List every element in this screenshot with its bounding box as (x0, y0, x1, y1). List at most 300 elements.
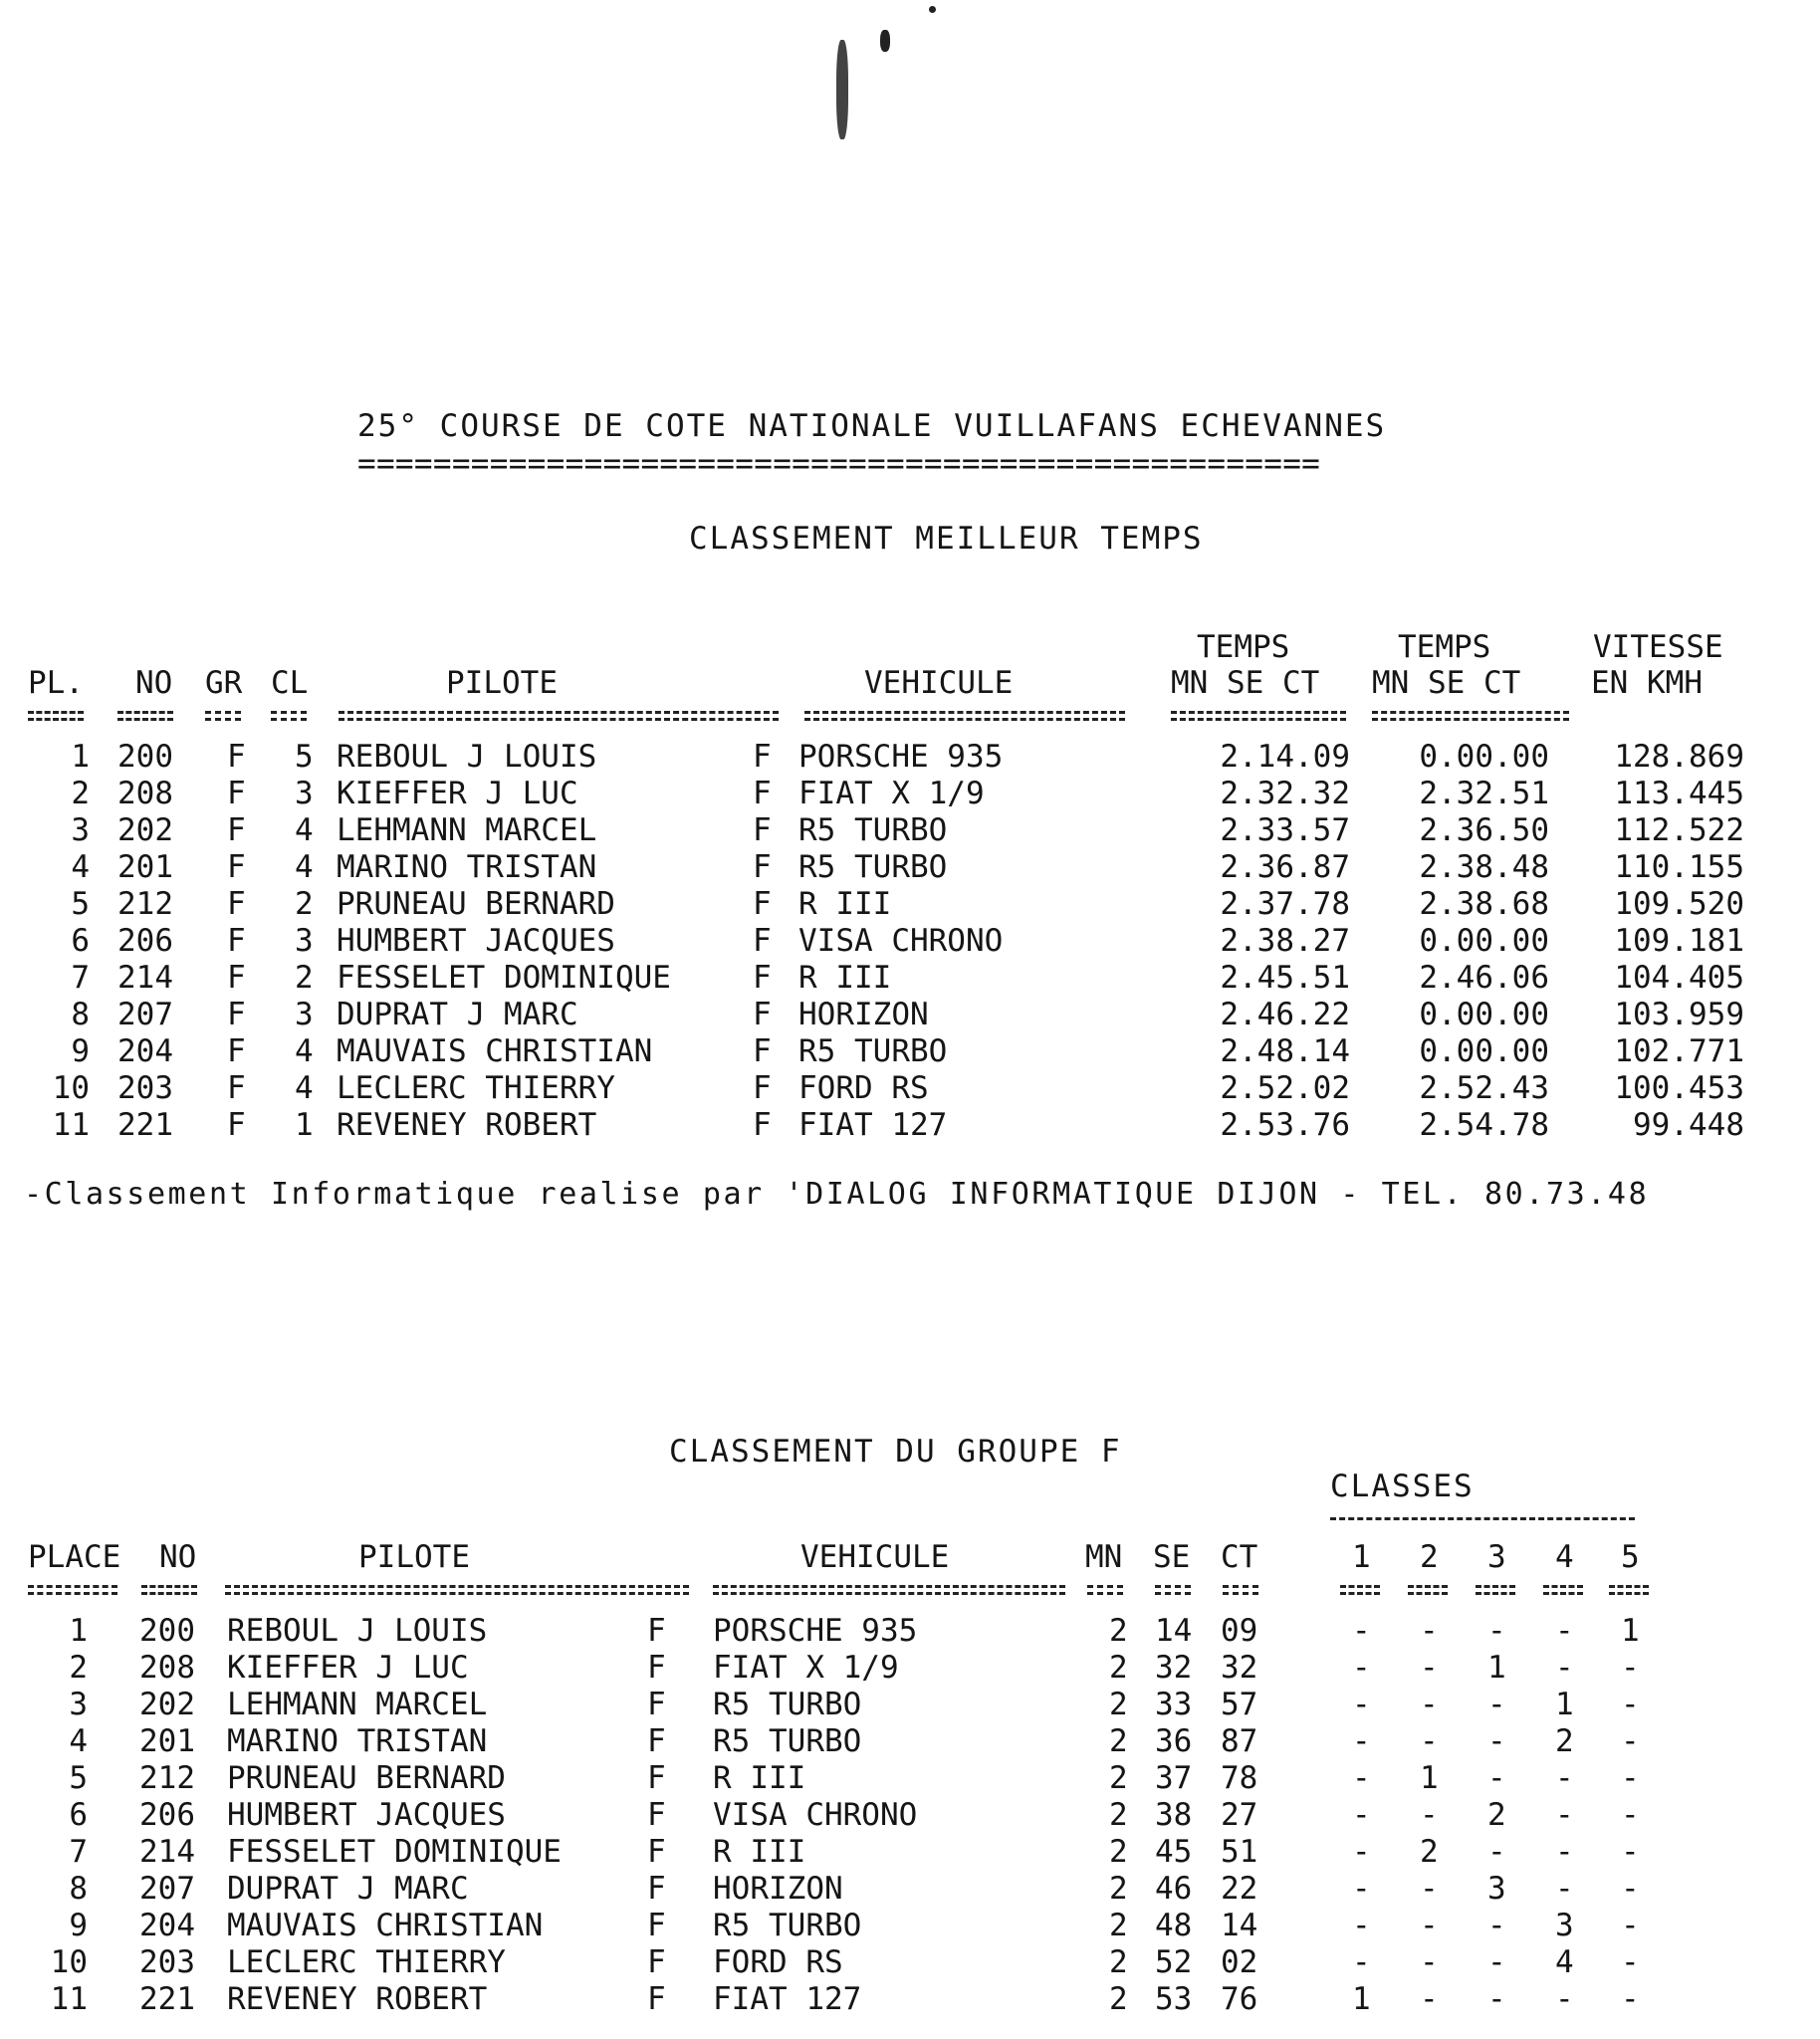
cell-speed: 100.453 (1614, 1070, 1744, 1106)
cell-se: 37 (1155, 1760, 1193, 1796)
cell-flag: F (753, 1070, 772, 1106)
cell-group: F (227, 886, 246, 922)
cell-class-2: - (1420, 1944, 1439, 1980)
cell-class-3: - (1487, 1834, 1506, 1870)
cell-number: 200 (117, 739, 173, 775)
underline-no (141, 1585, 197, 1595)
cell-vehicule: HORIZON (713, 1871, 843, 1907)
cell-second-time: 2.54.78 (1419, 1107, 1549, 1143)
cell-pilote: MARINO TRISTAN (227, 1723, 488, 1759)
col-header-gr: GR (205, 665, 243, 701)
cell-flag: F (647, 1908, 666, 1943)
cell-number: 204 (117, 1033, 173, 1069)
cell-class-1: - (1352, 1650, 1371, 1686)
cell-second-time: 0.00.00 (1419, 739, 1549, 775)
col-header-pilote: PILOTE (358, 1539, 470, 1575)
cell-vehicule: R5 TURBO (798, 812, 948, 848)
col-header-class-1: 1 (1352, 1539, 1371, 1575)
cell-speed: 110.155 (1614, 849, 1744, 885)
cell-flag: F (647, 1650, 666, 1686)
cell-class-4: - (1555, 1797, 1574, 1833)
cell-class-4: 4 (1555, 1944, 1574, 1980)
cell-class: 3 (295, 997, 314, 1032)
cell-se: 32 (1155, 1650, 1193, 1686)
underline-class-4 (1543, 1585, 1583, 1595)
cell-pilote: MAUVAIS CHRISTIAN (337, 1033, 653, 1069)
cell-flag: F (647, 1797, 666, 1833)
cell-class-5: 1 (1621, 1613, 1640, 1649)
cell-number: 207 (117, 997, 173, 1032)
cell-pilote: REVENEY ROBERT (227, 1981, 488, 2017)
cell-flag: F (647, 1944, 666, 1980)
cell-mn: 2 (1109, 1650, 1128, 1686)
cell-place: 2 (69, 1650, 88, 1686)
cell-flag: F (647, 1760, 666, 1796)
cell-vehicule: VISA CHRONO (798, 923, 1004, 959)
cell-place: 11 (50, 1981, 88, 2017)
cell-class: 4 (295, 812, 314, 848)
col-header-pl: PL. (28, 665, 84, 701)
cell-place: 3 (71, 812, 90, 848)
cell-flag: F (647, 1613, 666, 1649)
cell-number: 200 (139, 1613, 195, 1649)
cell-se: 33 (1155, 1687, 1193, 1722)
cell-pilote: LEHMANN MARCEL (227, 1687, 488, 1722)
cell-class-3: - (1487, 1981, 1506, 2017)
cell-class-3: - (1487, 1944, 1506, 1980)
cell-place: 7 (69, 1834, 88, 1870)
underline-pilote (339, 711, 779, 721)
cell-number: 204 (139, 1908, 195, 1943)
cell-place: 8 (69, 1871, 88, 1907)
cell-best-time: 2.37.78 (1220, 886, 1350, 922)
cell-number: 221 (139, 1981, 195, 2017)
col-header-temps1: MN SE CT (1171, 665, 1320, 701)
cell-vehicule: R III (713, 1760, 806, 1796)
cell-number: 212 (117, 886, 173, 922)
classes-label: CLASSES (1330, 1469, 1475, 1504)
cell-class-5: - (1621, 1908, 1640, 1943)
underline-vehicule (804, 711, 1125, 721)
col-header-no: NO (135, 665, 173, 701)
col-header-cl: CL (271, 665, 309, 701)
col-header-ct: CT (1221, 1539, 1258, 1575)
col-header-temps2: MN SE CT (1372, 665, 1521, 701)
cell-place: 6 (71, 923, 90, 959)
cell-vehicule: R5 TURBO (798, 1033, 948, 1069)
cell-speed: 128.869 (1614, 739, 1744, 775)
underline-ct (1223, 1585, 1258, 1595)
cell-place: 1 (71, 739, 90, 775)
cell-class-3: 1 (1487, 1650, 1506, 1686)
cell-flag: F (647, 1981, 666, 2017)
cell-mn: 2 (1109, 1834, 1128, 1870)
cell-ct: 76 (1221, 1981, 1258, 2017)
cell-ct: 14 (1221, 1908, 1258, 1943)
cell-best-time: 2.33.57 (1220, 812, 1350, 848)
cell-class-5: - (1621, 1834, 1640, 1870)
underline-place (28, 1585, 117, 1595)
cell-class-3: - (1487, 1908, 1506, 1943)
cell-place: 4 (71, 849, 90, 885)
cell-place: 5 (71, 886, 90, 922)
cell-group: F (227, 960, 246, 996)
cell-flag: F (647, 1687, 666, 1722)
cell-ct: 09 (1221, 1613, 1258, 1649)
cell-pilote: FESSELET DOMINIQUE (227, 1834, 562, 1870)
col-header-mn: MN (1085, 1539, 1123, 1575)
cell-speed: 104.405 (1614, 960, 1744, 996)
underline-temps2 (1372, 711, 1569, 721)
cell-class: 2 (295, 886, 314, 922)
cell-place: 2 (71, 776, 90, 811)
cell-pilote: LEHMANN MARCEL (337, 812, 597, 848)
underline-cl (271, 711, 307, 721)
cell-class-3: 2 (1487, 1797, 1506, 1833)
cell-group: F (227, 1033, 246, 1069)
underline-mn (1087, 1585, 1123, 1595)
cell-group: F (227, 776, 246, 811)
cell-best-time: 2.38.27 (1220, 923, 1350, 959)
cell-vehicule: R5 TURBO (713, 1687, 862, 1722)
cell-place: 4 (69, 1723, 88, 1759)
cell-group: F (227, 849, 246, 885)
cell-place: 9 (71, 1033, 90, 1069)
underline-class-2 (1408, 1585, 1448, 1595)
cell-number: 214 (117, 960, 173, 996)
cell-number: 201 (117, 849, 173, 885)
cell-vehicule: R III (798, 960, 892, 996)
cell-pilote: REVENEY ROBERT (337, 1107, 597, 1143)
cell-class: 4 (295, 1033, 314, 1069)
cell-flag: F (753, 1033, 772, 1069)
cell-flag: F (753, 960, 772, 996)
cell-class-5: - (1621, 1650, 1640, 1686)
underline-class-5 (1609, 1585, 1649, 1595)
col-header-vehicule: VEHICULE (864, 665, 1014, 701)
cell-speed: 102.771 (1614, 1033, 1744, 1069)
cell-class-5: - (1621, 1687, 1640, 1722)
cell-group: F (227, 1107, 246, 1143)
cell-class-1: - (1352, 1613, 1371, 1649)
col-header-class-4: 4 (1555, 1539, 1574, 1575)
cell-class: 5 (295, 739, 314, 775)
cell-class-4: 1 (1555, 1687, 1574, 1722)
cell-vehicule: R5 TURBO (798, 849, 948, 885)
cell-second-time: 2.46.06 (1419, 960, 1549, 996)
cell-place: 6 (69, 1797, 88, 1833)
cell-place: 8 (71, 997, 90, 1032)
cell-number: 201 (139, 1723, 195, 1759)
cell-flag: F (753, 1107, 772, 1143)
cell-speed: 112.522 (1614, 812, 1744, 848)
cell-mn: 2 (1109, 1760, 1128, 1796)
cell-flag: F (753, 923, 772, 959)
cell-flag: F (647, 1871, 666, 1907)
cell-ct: 78 (1221, 1760, 1258, 1796)
cell-flag: F (753, 776, 772, 811)
cell-class-2: - (1420, 1687, 1439, 1722)
cell-ct: 27 (1221, 1797, 1258, 1833)
cell-flag: F (753, 886, 772, 922)
cell-number: 214 (139, 1834, 195, 1870)
cell-class-2: 2 (1420, 1834, 1439, 1870)
cell-class-5: - (1621, 1760, 1640, 1796)
vitesse-top-header: VITESSE (1593, 629, 1723, 665)
cell-vehicule: FIAT 127 (798, 1107, 948, 1143)
cell-class: 3 (295, 923, 314, 959)
cell-vehicule: PORSCHE 935 (798, 739, 1004, 775)
cell-se: 38 (1155, 1797, 1193, 1833)
cell-pilote: PRUNEAU BERNARD (337, 886, 615, 922)
cell-place: 3 (69, 1687, 88, 1722)
cell-vehicule: R5 TURBO (713, 1723, 862, 1759)
cell-pilote: LECLERC THIERRY (337, 1070, 615, 1106)
cell-second-time: 2.38.68 (1419, 886, 1549, 922)
cell-class-2: - (1420, 1797, 1439, 1833)
cell-class-2: - (1420, 1613, 1439, 1649)
cell-pilote: HUMBERT JACQUES (337, 923, 615, 959)
underline-pilote (225, 1585, 689, 1595)
cell-class: 3 (295, 776, 314, 811)
cell-vehicule: FORD RS (798, 1070, 929, 1106)
cell-vehicule: PORSCHE 935 (713, 1613, 918, 1649)
cell-number: 221 (117, 1107, 173, 1143)
cell-class-4: - (1555, 1981, 1574, 2017)
col-header-vitesse: EN KMH (1591, 665, 1703, 701)
cell-speed: 113.445 (1614, 776, 1744, 811)
cell-vehicule: FIAT X 1/9 (713, 1650, 899, 1686)
cell-class-2: - (1420, 1871, 1439, 1907)
cell-class-1: - (1352, 1687, 1371, 1722)
cell-class-1: - (1352, 1834, 1371, 1870)
cell-class-2: - (1420, 1908, 1439, 1943)
cell-second-time: 2.38.48 (1419, 849, 1549, 885)
cell-class-4: - (1555, 1760, 1574, 1796)
cell-class-5: - (1621, 1944, 1640, 1980)
cell-class-4: - (1555, 1613, 1574, 1649)
section2-heading: CLASSEMENT DU GROUPE F (669, 1434, 1122, 1470)
cell-se: 36 (1155, 1723, 1193, 1759)
cell-best-time: 2.52.02 (1220, 1070, 1350, 1106)
cell-pilote: FESSELET DOMINIQUE (337, 960, 671, 996)
col-header-class-2: 2 (1420, 1539, 1439, 1575)
underline-class-1 (1340, 1585, 1380, 1595)
cell-ct: 22 (1221, 1871, 1258, 1907)
cell-second-time: 0.00.00 (1419, 997, 1549, 1032)
cell-best-time: 2.14.09 (1220, 739, 1350, 775)
title-underline: =================================================== (357, 446, 1321, 482)
cell-mn: 2 (1109, 1871, 1128, 1907)
cell-class-4: 2 (1555, 1723, 1574, 1759)
cell-speed: 103.959 (1614, 997, 1744, 1032)
cell-best-time: 2.46.22 (1220, 997, 1350, 1032)
temps1-top-header: TEMPS (1197, 629, 1290, 665)
cell-mn: 2 (1109, 1613, 1128, 1649)
document-title: 25° COURSE DE COTE NATIONALE VUILLAFANS ECHEVANNES (357, 408, 1387, 444)
cell-class-2: 1 (1420, 1760, 1439, 1796)
cell-class-4: - (1555, 1834, 1574, 1870)
cell-class-3: - (1487, 1687, 1506, 1722)
cell-ct: 57 (1221, 1687, 1258, 1722)
cell-speed: 99.448 (1633, 1107, 1744, 1143)
cell-flag: F (647, 1834, 666, 1870)
cell-number: 206 (117, 923, 173, 959)
cell-best-time: 2.32.32 (1220, 776, 1350, 811)
cell-group: F (227, 1070, 246, 1106)
cell-ct: 32 (1221, 1650, 1258, 1686)
cell-ct: 87 (1221, 1723, 1258, 1759)
cell-place: 1 (69, 1613, 88, 1649)
cell-class-2: - (1420, 1723, 1439, 1759)
cell-pilote: PRUNEAU BERNARD (227, 1760, 506, 1796)
cell-speed: 109.181 (1614, 923, 1744, 959)
cell-best-time: 2.45.51 (1220, 960, 1350, 996)
cell-mn: 2 (1109, 1723, 1128, 1759)
cell-place: 5 (69, 1760, 88, 1796)
cell-best-time: 2.36.87 (1220, 849, 1350, 885)
cell-class-1: - (1352, 1871, 1371, 1907)
underline-vehicule (713, 1585, 1065, 1595)
col-header-se: SE (1153, 1539, 1191, 1575)
cell-vehicule: R5 TURBO (713, 1908, 862, 1943)
cell-vehicule: FIAT X 1/9 (798, 776, 985, 811)
cell-second-time: 2.36.50 (1419, 812, 1549, 848)
cell-se: 45 (1155, 1834, 1193, 1870)
cell-class-4: - (1555, 1871, 1574, 1907)
cell-number: 202 (117, 812, 173, 848)
cell-class-1: - (1352, 1723, 1371, 1759)
cell-class: 4 (295, 1070, 314, 1106)
cell-class-4: 3 (1555, 1908, 1574, 1943)
cell-class-3: - (1487, 1723, 1506, 1759)
footer-credit: -Classement Informatique realise par 'DIALOG INFORMATIQUE DIJON - TEL. 80.73.48 (24, 1177, 1650, 1212)
cell-mn: 2 (1109, 1797, 1128, 1833)
cell-mn: 2 (1109, 1908, 1128, 1943)
classes-divider (1330, 1517, 1635, 1520)
underline-temps1 (1171, 711, 1346, 721)
cell-place: 11 (52, 1107, 90, 1143)
cell-vehicule: FIAT 127 (713, 1981, 862, 2017)
cell-class: 1 (295, 1107, 314, 1143)
cell-mn: 2 (1109, 1981, 1128, 2017)
temps2-top-header: TEMPS (1398, 629, 1491, 665)
cell-class-3: - (1487, 1760, 1506, 1796)
col-header-class-5: 5 (1621, 1539, 1640, 1575)
cell-number: 207 (139, 1871, 195, 1907)
ink-smudge-mark (836, 40, 848, 139)
cell-place: 10 (50, 1944, 88, 1980)
cell-number: 208 (117, 776, 173, 811)
cell-pilote: LECLERC THIERRY (227, 1944, 506, 1980)
col-header-no: NO (159, 1539, 197, 1575)
cell-group: F (227, 923, 246, 959)
underline-class-3 (1476, 1585, 1515, 1595)
cell-number: 208 (139, 1650, 195, 1686)
cell-pilote: MAUVAIS CHRISTIAN (227, 1908, 544, 1943)
cell-vehicule: VISA CHRONO (713, 1797, 918, 1833)
cell-best-time: 2.53.76 (1220, 1107, 1350, 1143)
section1-heading: CLASSEMENT MEILLEUR TEMPS (689, 521, 1204, 557)
cell-speed: 109.520 (1614, 886, 1744, 922)
cell-place: 7 (71, 960, 90, 996)
cell-second-time: 0.00.00 (1419, 923, 1549, 959)
cell-vehicule: R III (798, 886, 892, 922)
cell-vehicule: HORIZON (798, 997, 929, 1032)
cell-flag: F (753, 812, 772, 848)
cell-flag: F (753, 739, 772, 775)
cell-flag: F (647, 1723, 666, 1759)
cell-vehicule: R III (713, 1834, 806, 1870)
cell-class-5: - (1621, 1871, 1640, 1907)
cell-class-2: - (1420, 1650, 1439, 1686)
col-header-class-3: 3 (1487, 1539, 1506, 1575)
cell-number: 203 (139, 1944, 195, 1980)
underline-no (117, 711, 173, 721)
cell-group: F (227, 739, 246, 775)
underline-se (1155, 1585, 1191, 1595)
cell-se: 52 (1155, 1944, 1193, 1980)
cell-second-time: 2.32.51 (1419, 776, 1549, 811)
cell-ct: 51 (1221, 1834, 1258, 1870)
cell-pilote: REBOUL J LOUIS (227, 1613, 488, 1649)
cell-pilote: HUMBERT JACQUES (227, 1797, 506, 1833)
cell-class-1: - (1352, 1760, 1371, 1796)
cell-class-1: 1 (1352, 1981, 1371, 2017)
cell-class-3: 3 (1487, 1871, 1506, 1907)
cell-ct: 02 (1221, 1944, 1258, 1980)
cell-se: 48 (1155, 1908, 1193, 1943)
cell-class-1: - (1352, 1944, 1371, 1980)
underline-pl (28, 711, 84, 721)
cell-class-5: - (1621, 1981, 1640, 2017)
cell-class-1: - (1352, 1908, 1371, 1943)
cell-mn: 2 (1109, 1944, 1128, 1980)
cell-group: F (227, 997, 246, 1032)
cell-flag: F (753, 997, 772, 1032)
cell-pilote: MARINO TRISTAN (337, 849, 597, 885)
cell-class-1: - (1352, 1797, 1371, 1833)
cell-place: 10 (52, 1070, 90, 1106)
underline-gr (205, 711, 241, 721)
cell-class-2: - (1420, 1981, 1439, 2017)
col-header-vehicule: VEHICULE (800, 1539, 950, 1575)
cell-flag: F (753, 849, 772, 885)
cell-class-5: - (1621, 1723, 1640, 1759)
cell-class: 2 (295, 960, 314, 996)
cell-place: 9 (69, 1908, 88, 1943)
cell-number: 203 (117, 1070, 173, 1106)
col-header-place: PLACE (28, 1539, 121, 1575)
cell-pilote: DUPRAT J MARC (337, 997, 578, 1032)
cell-vehicule: FORD RS (713, 1944, 843, 1980)
cell-class-3: - (1487, 1613, 1506, 1649)
cell-pilote: KIEFFER J LUC (227, 1650, 469, 1686)
cell-group: F (227, 812, 246, 848)
cell-se: 46 (1155, 1871, 1193, 1907)
cell-class-5: - (1621, 1797, 1640, 1833)
cell-class: 4 (295, 849, 314, 885)
cell-pilote: REBOUL J LOUIS (337, 739, 597, 775)
col-header-pilote: PILOTE (446, 665, 558, 701)
cell-best-time: 2.48.14 (1220, 1033, 1350, 1069)
cell-second-time: 0.00.00 (1419, 1033, 1549, 1069)
cell-second-time: 2.52.43 (1419, 1070, 1549, 1106)
cell-pilote: KIEFFER J LUC (337, 776, 578, 811)
cell-mn: 2 (1109, 1687, 1128, 1722)
cell-pilote: DUPRAT J MARC (227, 1871, 469, 1907)
cell-number: 212 (139, 1760, 195, 1796)
